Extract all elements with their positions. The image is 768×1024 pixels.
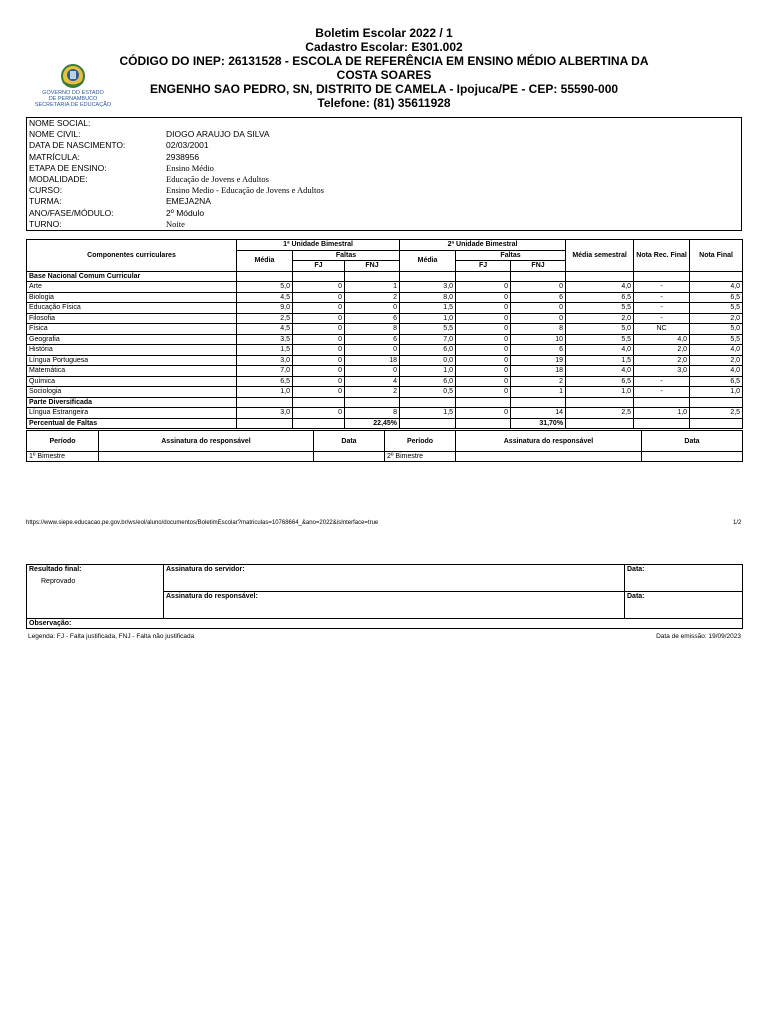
grade-cell-rec: 2,0 — [634, 345, 690, 356]
grade-cell-m1: 5,0 — [237, 282, 293, 293]
grade-cell-m2: 6,0 — [400, 345, 456, 356]
grade-cell-ms: 2,0 — [566, 313, 634, 324]
observation-label: Observação: — [27, 619, 743, 629]
grade-cell-fj2: 0 — [456, 366, 511, 377]
grade-cell-fnj2: 0 — [511, 303, 566, 314]
grade-cell-fj1: 0 — [293, 303, 345, 314]
grade-cell-fnj2: 19 — [511, 355, 566, 366]
info-label: TURMA: — [29, 196, 62, 207]
info-value: DIOGO ARAUJO DA SILVA — [166, 129, 270, 140]
grade-cell-m1: 6,5 — [237, 376, 293, 387]
info-value: 2938956 — [166, 151, 200, 162]
grade-cell-fj2: 0 — [456, 345, 511, 356]
info-row — [27, 129, 742, 140]
grade-cell-m2: 5,5 — [400, 324, 456, 335]
table-row — [27, 376, 743, 387]
grade-cell-fnj2: 2 — [511, 376, 566, 387]
table-row — [27, 282, 743, 293]
result-table — [26, 564, 743, 629]
empty-cell — [566, 271, 634, 282]
table-row — [27, 313, 743, 324]
media2-header: Média — [400, 250, 456, 271]
servidor-signature-label: Assinatura do servidor: — [164, 565, 625, 592]
grade-cell-fj2: 0 — [456, 376, 511, 387]
school-registry: Cadastro Escolar: E301.002 — [305, 40, 463, 54]
grade-cell-m2: 8,0 — [400, 292, 456, 303]
section-row — [27, 271, 743, 282]
info-label: TURNO: — [29, 218, 62, 229]
grade-cell-fj1: 0 — [293, 355, 345, 366]
grade-cell-fj2: 0 — [456, 408, 511, 419]
grades-table — [26, 239, 743, 429]
grade-cell-fj1: 0 — [293, 324, 345, 335]
grade-cell-fj2: 0 — [456, 282, 511, 293]
empty-cell — [345, 397, 400, 408]
empty-cell — [400, 271, 456, 282]
grade-cell-fj1: 0 — [293, 292, 345, 303]
grade-cell-m2: 1,5 — [400, 408, 456, 419]
empty-cell — [511, 397, 566, 408]
grade-cell-fnj2: 6 — [511, 292, 566, 303]
grade-cell-m1: 7,0 — [237, 366, 293, 377]
section-title: Base Nacional Comum Curricular — [27, 271, 237, 282]
grade-cell-fj1: 0 — [293, 334, 345, 345]
subject-name: Filosofia — [27, 313, 237, 324]
info-row — [27, 152, 742, 163]
subject-name: Arte — [27, 282, 237, 293]
grade-cell-nf: 4,0 — [690, 366, 743, 377]
info-label: ANO/FASE/MÓDULO: — [29, 207, 114, 218]
grade-cell-fnj2: 1 — [511, 387, 566, 398]
info-label: DATA DE NASCIMENTO: — [29, 140, 126, 151]
grade-cell-nf: 6,5 — [690, 292, 743, 303]
grade-cell-m1: 4,5 — [237, 292, 293, 303]
signature-table — [26, 430, 743, 462]
grade-cell-m2: 1,5 — [400, 303, 456, 314]
signature-field-1 — [99, 452, 314, 462]
page-number: 1/2 — [733, 520, 742, 526]
grade-cell-fj1: 0 — [293, 366, 345, 377]
coat-of-arms-icon — [59, 62, 87, 90]
info-row — [27, 140, 742, 151]
final-result-value: Reprovado — [41, 578, 76, 585]
grade-cell-m2: 6,0 — [400, 376, 456, 387]
grade-cell-ms: 4,0 — [566, 366, 634, 377]
student-info-table — [26, 117, 742, 231]
grade-cell-fnj2: 14 — [511, 408, 566, 419]
percent-label: Percentual de Faltas — [27, 418, 237, 429]
info-label: MATRÍCULA: — [29, 151, 80, 162]
grade-cell-fnj1: 8 — [345, 324, 400, 335]
table-row — [27, 408, 743, 419]
data-header-1: Data — [314, 431, 385, 452]
empty-cell — [456, 418, 511, 429]
info-value: 02/03/2001 — [166, 140, 209, 151]
info-row — [27, 174, 742, 185]
info-label: NOME SOCIAL: — [29, 118, 91, 128]
grade-cell-m1: 2,5 — [237, 313, 293, 324]
nota-rec-header: Nota Rec. Final — [634, 240, 690, 272]
grade-cell-nf: 5,5 — [690, 303, 743, 314]
media-semestral-header: Média semestral — [566, 240, 634, 272]
grade-cell-ms: 1,5 — [566, 355, 634, 366]
empty-cell — [690, 271, 743, 282]
faltas2-header: Faltas — [456, 250, 566, 261]
grade-cell-nf: 6,5 — [690, 376, 743, 387]
grade-cell-fnj1: 2 — [345, 387, 400, 398]
grade-cell-ms: 1,0 — [566, 387, 634, 398]
grade-cell-nf: 2,0 — [690, 313, 743, 324]
assinatura-header-2: Assinatura do responsável — [456, 431, 642, 452]
subject-name: Língua Estrangeira — [27, 408, 237, 419]
info-row — [27, 208, 742, 219]
logo-text-2: DE PERNAMBUCO — [48, 96, 98, 102]
subject-name: Matemática — [27, 366, 237, 377]
empty-cell — [634, 271, 690, 282]
grade-cell-fnj1: 8 — [345, 408, 400, 419]
grade-cell-rec: - — [634, 313, 690, 324]
legend: Legenda: FJ - Falta justificada, FNJ - Falta não justificada — [28, 633, 195, 640]
school-inep: CÓDIGO DO INEP: 26131528 - ESCOLA DE REFERÊNCIA EM ENSINO MÉDIO ALBERTINA DA — [119, 54, 649, 68]
grade-cell-m2: 0,5 — [400, 387, 456, 398]
grade-cell-rec: NC — [634, 324, 690, 335]
logo-text-1: GOVERNO DO ESTADO — [42, 90, 104, 96]
empty-cell — [456, 397, 511, 408]
table-row — [27, 334, 743, 345]
responsavel-signature-label: Assinatura do responsável: — [164, 592, 625, 619]
grade-cell-fnj1: 0 — [345, 345, 400, 356]
grade-cell-fj2: 0 — [456, 303, 511, 314]
table-row — [27, 387, 743, 398]
empty-cell — [400, 418, 456, 429]
empty-cell — [634, 418, 690, 429]
grade-cell-fnj1: 18 — [345, 355, 400, 366]
subject-name: Sociologia — [27, 387, 237, 398]
grade-cell-nf: 4,0 — [690, 282, 743, 293]
data-header-2: Data — [642, 431, 743, 452]
grade-cell-m1: 1,0 — [237, 387, 293, 398]
table-row — [27, 324, 743, 335]
table-row — [27, 355, 743, 366]
grade-cell-fnj2: 6 — [511, 345, 566, 356]
grade-cell-fnj2: 8 — [511, 324, 566, 335]
section-title: Parte Diversificada — [27, 397, 237, 408]
grade-cell-fj1: 0 — [293, 408, 345, 419]
grade-cell-fnj2: 18 — [511, 366, 566, 377]
grade-cell-fj1: 0 — [293, 376, 345, 387]
grade-cell-rec: 1,0 — [634, 408, 690, 419]
grade-cell-rec: - — [634, 387, 690, 398]
grade-cell-rec: - — [634, 282, 690, 293]
info-row — [27, 219, 742, 231]
grade-cell-fj2: 0 — [456, 387, 511, 398]
faltas1-header: Faltas — [293, 250, 400, 261]
grade-cell-nf: 5,5 — [690, 334, 743, 345]
grade-cell-ms: 4,0 — [566, 345, 634, 356]
grade-cell-fj2: 0 — [456, 324, 511, 335]
grade-cell-m1: 4,5 — [237, 324, 293, 335]
empty-cell — [566, 418, 634, 429]
empty-cell — [237, 418, 293, 429]
grade-cell-fnj1: 4 — [345, 376, 400, 387]
table-row — [27, 292, 743, 303]
empty-cell — [237, 271, 293, 282]
grade-cell-m1: 3,5 — [237, 334, 293, 345]
grade-cell-ms: 6,5 — [566, 376, 634, 387]
grade-cell-m2: 1,0 — [400, 313, 456, 324]
periodo-header-2: Período — [385, 431, 456, 452]
info-row — [27, 185, 742, 196]
table-row — [27, 345, 743, 356]
grade-cell-nf: 1,0 — [690, 387, 743, 398]
grade-cell-fj2: 0 — [456, 355, 511, 366]
responsavel-date-label: Data: — [625, 592, 743, 619]
info-value: EMEJA2NA — [166, 196, 211, 207]
grade-cell-m1: 3,0 — [237, 408, 293, 419]
table-row — [27, 303, 743, 314]
report-title: Boletim Escolar 2022 / 1 — [315, 26, 453, 40]
grade-cell-ms: 6,5 — [566, 292, 634, 303]
empty-cell — [293, 397, 345, 408]
empty-cell — [634, 397, 690, 408]
grade-cell-fj1: 0 — [293, 345, 345, 356]
logo-text-3: SECRETARIA DE EDUCAÇÃO — [34, 102, 112, 108]
assinatura-header-1: Assinatura do responsável — [99, 431, 314, 452]
grade-cell-fnj2: 10 — [511, 334, 566, 345]
grade-cell-fj1: 0 — [293, 282, 345, 293]
period-1st-bimester: 1º Bimestre — [27, 452, 99, 462]
grade-cell-ms: 5,5 — [566, 334, 634, 345]
table-row — [27, 366, 743, 377]
subject-name: Língua Portuguesa — [27, 355, 237, 366]
grade-cell-fnj1: 6 — [345, 334, 400, 345]
grade-cell-ms: 2,5 — [566, 408, 634, 419]
grade-cell-m1: 3,0 — [237, 355, 293, 366]
school-phone: Telefone: (81) 35611928 — [317, 96, 451, 110]
empty-cell — [690, 397, 743, 408]
grade-cell-fj2: 0 — [456, 313, 511, 324]
grade-cell-fnj1: 6 — [345, 313, 400, 324]
subject-name: Biologia — [27, 292, 237, 303]
grade-cell-m2: 1,0 — [400, 366, 456, 377]
signature-field-2 — [456, 452, 642, 462]
info-value: Noite — [166, 218, 185, 229]
date-field-1 — [314, 452, 385, 462]
grade-cell-ms: 4,0 — [566, 282, 634, 293]
grade-cell-fj2: 0 — [456, 334, 511, 345]
subject-name: Educação Física — [27, 303, 237, 314]
section-row — [27, 397, 743, 408]
grade-cell-rec: - — [634, 376, 690, 387]
grade-cell-fj2: 0 — [456, 292, 511, 303]
fj1-header: FJ — [293, 261, 345, 272]
servidor-date-label: Data: — [625, 565, 743, 592]
final-result-label: Resultado final: — [29, 566, 82, 573]
fnj1-header: FNJ — [345, 261, 400, 272]
grade-cell-fnj1: 0 — [345, 366, 400, 377]
grade-cell-m1: 9,0 — [237, 303, 293, 314]
grade-cell-fnj2: 0 — [511, 282, 566, 293]
nota-final-header: Nota Final — [690, 240, 743, 272]
info-row — [27, 196, 742, 207]
unit1-header: 1ª Unidade Bimestral — [237, 240, 400, 251]
grade-cell-nf: 5,0 — [690, 324, 743, 335]
grade-cell-m2: 3,0 — [400, 282, 456, 293]
grade-cell-nf: 4,0 — [690, 345, 743, 356]
grade-cell-fnj1: 2 — [345, 292, 400, 303]
percent-unit1: 22,45% — [345, 418, 400, 429]
grade-cell-rec: - — [634, 303, 690, 314]
info-value: 2º Módulo — [166, 207, 205, 218]
grade-cell-fnj2: 0 — [511, 313, 566, 324]
grade-cell-rec: 3,0 — [634, 366, 690, 377]
fnj2-header: FNJ — [511, 261, 566, 272]
grade-cell-m2: 0,0 — [400, 355, 456, 366]
periodo-header-1: Período — [27, 431, 99, 452]
info-value: Educação de Jovens e Adultos — [166, 174, 269, 185]
grade-cell-m1: 1,5 — [237, 345, 293, 356]
grade-cell-rec: 4,0 — [634, 334, 690, 345]
subject-name: Física — [27, 324, 237, 335]
empty-cell — [511, 271, 566, 282]
info-value: Ensino Medio - Educação de Jovens e Adultos — [166, 185, 324, 196]
school-name-cont: COSTA SOARES — [336, 68, 432, 82]
grade-cell-fnj1: 1 — [345, 282, 400, 293]
info-value: Ensino Médio — [166, 162, 214, 173]
emission-date: Data de emissão: 19/09/2023 — [656, 633, 741, 640]
empty-cell — [566, 397, 634, 408]
info-label: CURSO: — [29, 185, 63, 196]
percent-unit2: 31,70% — [511, 418, 566, 429]
empty-cell — [237, 397, 293, 408]
empty-cell — [456, 271, 511, 282]
grade-cell-m2: 7,0 — [400, 334, 456, 345]
fj2-header: FJ — [456, 261, 511, 272]
empty-cell — [690, 418, 743, 429]
grade-cell-fj1: 0 — [293, 313, 345, 324]
grade-cell-nf: 2,5 — [690, 408, 743, 419]
info-value — [164, 118, 742, 130]
percent-row — [27, 418, 743, 429]
school-address: ENGENHO SAO PEDRO, SN, DISTRITO DE CAMELA - Ipojuca/PE - CEP: 55590-000 — [149, 82, 619, 96]
info-row — [27, 118, 742, 130]
components-header: Componentes curriculares — [27, 240, 237, 272]
unit2-header: 2ª Unidade Bimestral — [400, 240, 566, 251]
empty-cell — [345, 271, 400, 282]
period-2nd-bimester: 2º Bimestre — [385, 452, 456, 462]
info-row — [27, 163, 742, 174]
grade-cell-rec: - — [634, 292, 690, 303]
media1-header: Média — [237, 250, 293, 271]
subject-name: Geografia — [27, 334, 237, 345]
grade-cell-ms: 5,5 — [566, 303, 634, 314]
date-field-2 — [642, 452, 743, 462]
subject-name: História — [27, 345, 237, 356]
info-label: ETAPA DE ENSINO: — [29, 162, 107, 173]
grade-cell-fj1: 0 — [293, 387, 345, 398]
final-result-cell — [27, 565, 164, 619]
grade-cell-fnj1: 0 — [345, 303, 400, 314]
government-logo — [28, 62, 118, 108]
empty-cell — [400, 397, 456, 408]
grade-cell-ms: 5,0 — [566, 324, 634, 335]
empty-cell — [293, 271, 345, 282]
info-label: MODALIDADE: — [29, 174, 88, 185]
grade-cell-nf: 2,0 — [690, 355, 743, 366]
subject-name: Química — [27, 376, 237, 387]
empty-cell — [293, 418, 345, 429]
grade-cell-rec: 2,0 — [634, 355, 690, 366]
info-label: NOME CIVIL: — [29, 129, 81, 140]
page-url: https://www.siepe.educacao.pe.gov.br/ws/eol/aluno/documentos/BoletimEscolar?matriculas=10768664_&ano=2022&isInterface=true — [26, 520, 379, 526]
